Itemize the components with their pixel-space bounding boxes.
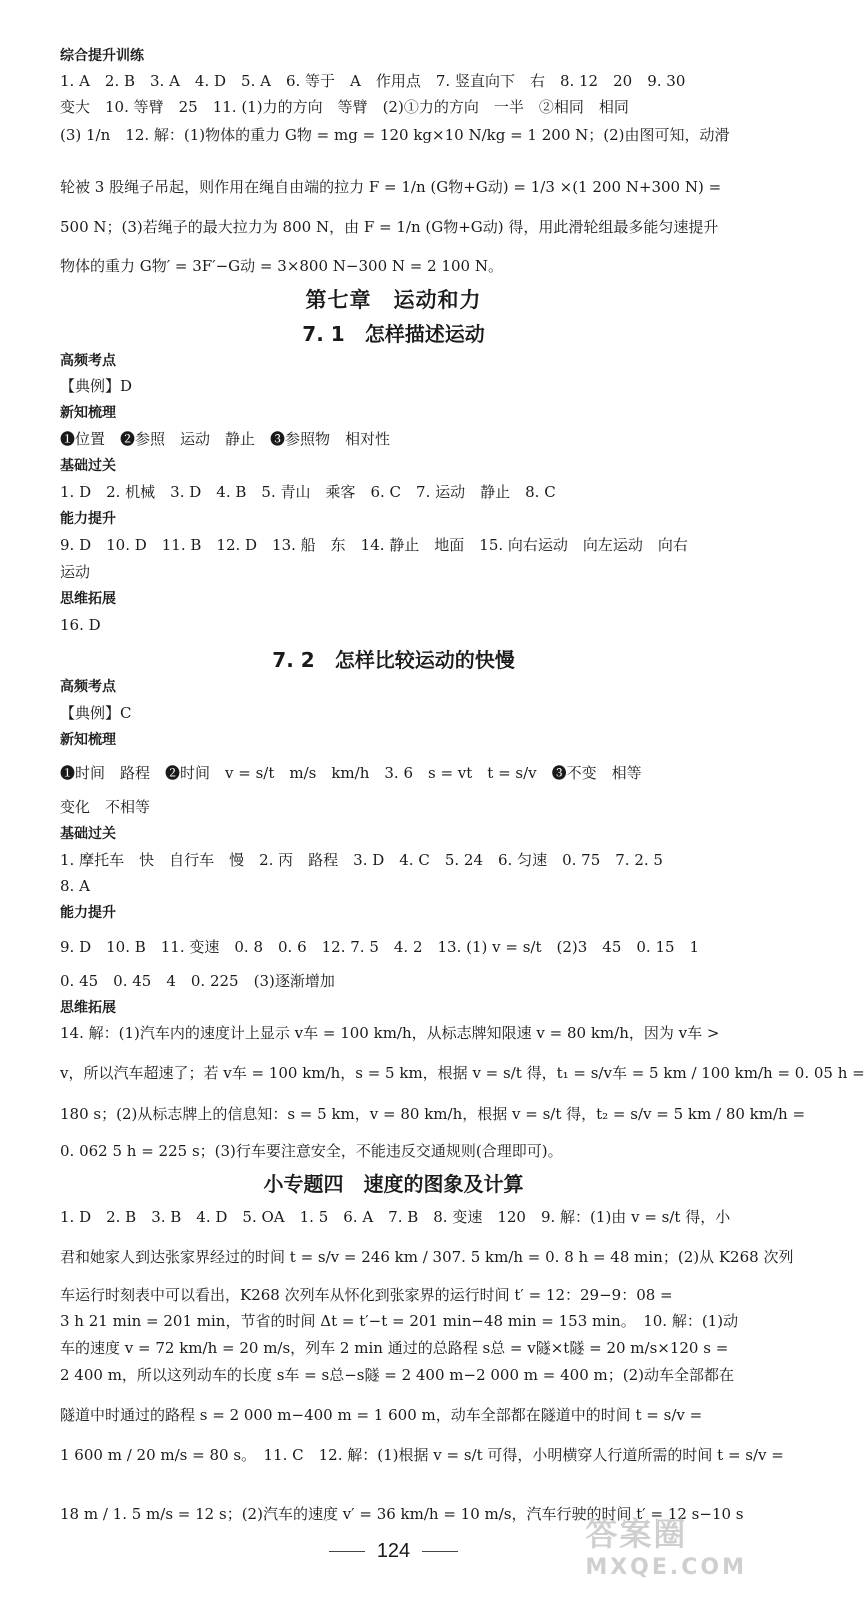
subheading: 能力提升 xyxy=(60,511,116,527)
answer-line: 9. D 10. D 11. B 12. D 13. 船 东 14. 静止 地面 15. 向右运动 向左运动 向右 xyxy=(60,536,688,554)
answer-line: 18 m / 1. 5 m/s = 12 s；(2)汽车的速度 v′ = 36 km/h = 10 m/s，汽车行驶的时间 t′ = 12 s−10 s xyxy=(60,1505,744,1523)
page-number-text: 124 xyxy=(376,1540,411,1562)
section-title-7-1: 7. 1 怎样描述运动 xyxy=(302,322,485,346)
answer-line: 180 s；(2)从标志牌上的信息知：s = 5 km，v = 80 km/h，根据 v = s/t 得，t₂ = s/v = 5 km / 80 km/h = xyxy=(60,1105,806,1123)
subheading: 基础过关 xyxy=(60,458,116,474)
answer-line: 变化 不相等 xyxy=(60,798,151,816)
answer-line: 【典例】D xyxy=(60,377,133,395)
watermark-logo xyxy=(585,1509,747,1580)
answer-line: 500 N；(3)若绳子的最大拉力为 800 N，由 F = 1/n (G物+G动) 得，用此滑轮组最多能匀速提升 xyxy=(60,218,719,236)
subheading: 高频考点 xyxy=(60,353,116,369)
answer-line: 1 600 m / 20 m/s = 80 s。 11. C 12. 解：(1)根据 v = s/t 可得，小明横穿人行道所需的时间 t = s/v = xyxy=(60,1446,784,1464)
section-heading: 综合提升训练 xyxy=(60,48,144,64)
watermark-bottom: MXQE.COM xyxy=(585,1555,747,1580)
subheading: 基础过关 xyxy=(60,826,116,842)
answer-line: (3) 1/n 12. 解：(1)物体的重力 G物 = mg = 120 kg×10 N/kg = 1 200 N；(2)由图可知，动滑 xyxy=(60,126,730,144)
answer-line: 物体的重力 G物′ = 3F′−G动 = 3×800 N−300 N = 2 100 N。 xyxy=(60,257,503,275)
answer-line: ❶时间 路程 ❷时间 v = s/t m/s km/h 3. 6 s = vt t = s/v ❸不变 相等 xyxy=(60,764,642,782)
subheading: 思维拓展 xyxy=(60,591,116,607)
answer-line: 9. D 10. B 11. 变速 0. 8 0. 6 12. 7. 5 4. 2 13. (1) v = s/t (2)3 45 0. 15 1 xyxy=(60,938,700,956)
watermark-top: 答案圈 xyxy=(585,1515,688,1553)
subheading: 思维拓展 xyxy=(60,1000,116,1016)
answer-line: 轮被 3 股绳子吊起，则作用在绳自由端的拉力 F = 1/n (G物+G动) = 1/3 ×(1 200 N+300 N) = xyxy=(60,178,722,196)
subheading: 高频考点 xyxy=(60,679,116,695)
answer-line: 【典例】C xyxy=(60,704,132,722)
answer-line: 运动 xyxy=(60,563,91,581)
answer-line: 变大 10. 等臂 25 11. (1)力的方向 等臂 (2)①力的方向 一半 ②相同 相同 xyxy=(60,98,629,116)
answer-line: 16. D xyxy=(60,616,101,634)
answer-line: 隧道中时通过的路程 s = 2 000 m−400 m = 1 600 m，动车全部都在隧道中的时间 t = s/v = xyxy=(60,1406,703,1424)
chapter-title: 第七章 运动和力 xyxy=(305,288,482,312)
answer-line: 14. 解：(1)汽车内的速度计上显示 v车 = 100 km/h，从标志牌知限速 v = 80 km/h，因为 v车 > xyxy=(60,1024,720,1042)
answer-line: v，所以汽车超速了；若 v车 = 100 km/h，s = 5 km，根据 v = s/t 得，t₁ = s/v车 = 5 km / 100 km/h = 0. 05 h = xyxy=(60,1064,865,1082)
topic-title: 小专题四 速度的图象及计算 xyxy=(263,1172,524,1196)
answer-line: 8. A xyxy=(60,877,90,895)
answer-line: 0. 062 5 h = 225 s；(3)行车要注意安全，不能违反交通规则(合理即可)。 xyxy=(60,1142,563,1160)
answer-line: 1. D 2. B 3. B 4. D 5. OA 1. 5 6. A 7. B 8. 变速 120 9. 解：(1)由 v = s/t 得，小 xyxy=(60,1208,731,1226)
answer-line: 1. D 2. 机械 3. D 4. B 5. 青山 乘客 6. C 7. 运动 静止 8. C xyxy=(60,483,556,501)
section-title-7-2: 7. 2 怎样比较运动的快慢 xyxy=(272,648,515,672)
answer-line: 车的速度 v = 72 km/h = 20 m/s，列车 2 min 通过的总路程 s总 = v隧×t隧 = 20 m/s×120 s = xyxy=(60,1339,729,1357)
answer-line: 1. 摩托车 快 自行车 慢 2. 丙 路程 3. D 4. C 5. 24 6. 匀速 0. 75 7. 2. 5 xyxy=(60,851,663,869)
answer-line: 3 h 21 min = 201 min，节省的时间 Δt = t′−t = 201 min−48 min = 153 min。 10. 解：(1)动 xyxy=(60,1312,739,1330)
answer-line: 0. 45 0. 45 4 0. 225 (3)逐渐增加 xyxy=(60,972,335,990)
answer-line: 车运行时刻表中可以看出，K268 次列车从怀化到张家界的运行时间 t′ = 12：29−9：08 = xyxy=(60,1286,673,1304)
subheading: 能力提升 xyxy=(60,905,116,921)
answer-line: 君和她家人到达张家界经过的时间 t = s/v = 246 km / 307. 5 km/h = 0. 8 h = 48 min；(2)从 K268 次列 xyxy=(60,1248,794,1266)
answer-line: ❶位置 ❷参照 运动 静止 ❸参照物 相对性 xyxy=(60,430,391,448)
subheading: 新知梳理 xyxy=(60,732,116,748)
answer-line: 2 400 m，所以这列动车的长度 s车 = s总−s隧 = 2 400 m−2 000 m = 400 m；(2)动车全部都在 xyxy=(60,1366,734,1384)
answer-line: 1. A 2. B 3. A 4. D 5. A 6. 等于 A 作用点 7. 竖直向下 右 8. 12 20 9. 30 xyxy=(60,72,686,90)
subheading: 新知梳理 xyxy=(60,405,116,421)
